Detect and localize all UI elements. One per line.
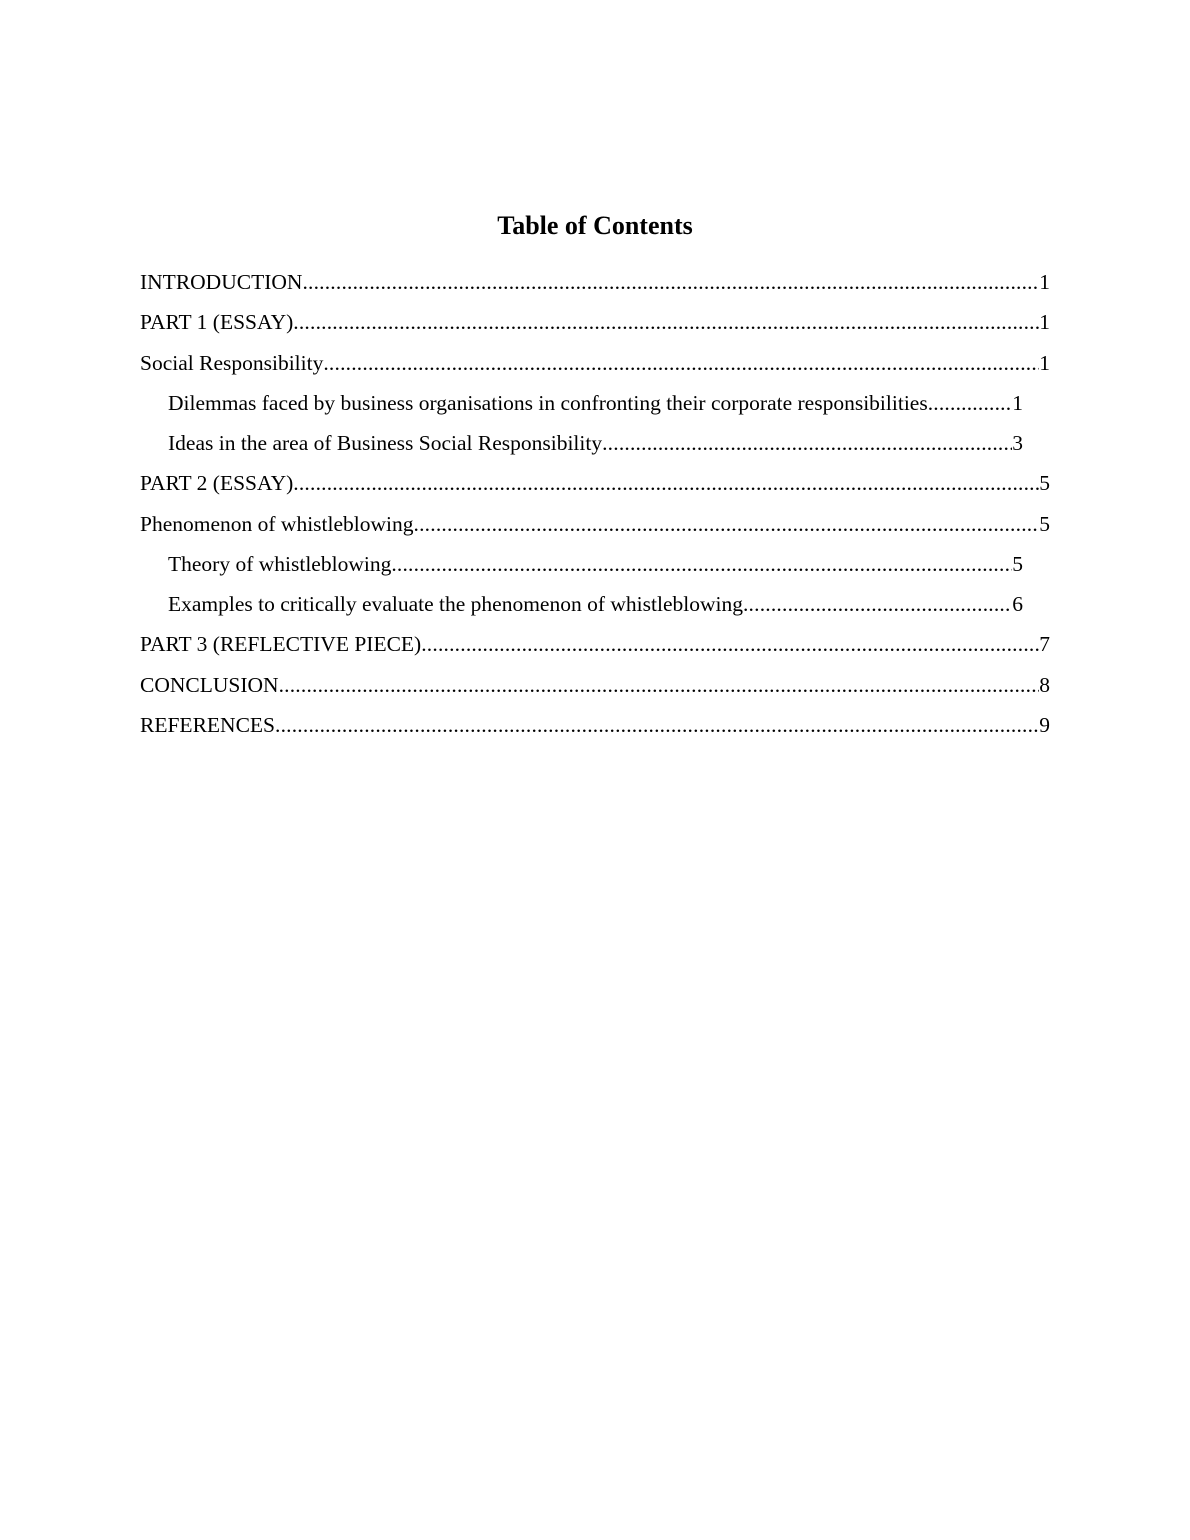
toc-leader-dots (279, 671, 1040, 699)
toc-entry-conclusion[interactable] (140, 671, 1050, 699)
toc-entry-references[interactable] (140, 711, 1050, 739)
toc-entry-introduction[interactable] (140, 268, 1050, 296)
toc-entry-ideas[interactable] (168, 429, 1023, 457)
toc-entry-label: INTRODUCTION (140, 270, 303, 294)
toc-entry-label: PART 1 (ESSAY) (140, 310, 294, 334)
toc-entry-label: Dilemmas faced by business organisations in confronting their corporate responsibilities (168, 391, 928, 415)
toc-page-number: 1 (1039, 270, 1050, 294)
toc-leader-dots (391, 550, 1012, 578)
toc-page-number: 5 (1012, 552, 1023, 576)
toc-entry-label: Theory of whistleblowing (168, 552, 392, 576)
toc-entry-social-responsibility[interactable] (140, 349, 1050, 377)
toc-entry-label: Phenomenon of whistleblowing (140, 512, 414, 536)
toc-entry-part-2[interactable] (140, 469, 1050, 497)
toc-page-number: 3 (1012, 431, 1023, 455)
toc-page-number: 1 (1039, 351, 1050, 375)
toc-page-number: 6 (1012, 592, 1023, 616)
toc-leader-dots (293, 308, 1039, 336)
toc-page-number: 9 (1039, 713, 1050, 737)
toc-leader-dots (302, 268, 1039, 296)
toc-leader-dots (743, 590, 1012, 618)
toc-leader-dots (293, 469, 1039, 497)
toc-entry-dilemmas[interactable] (168, 389, 1023, 417)
toc-entry-label: Ideas in the area of Business Social Responsibility (168, 431, 603, 455)
toc-entry-part-1[interactable] (140, 308, 1050, 336)
toc-page-number: 8 (1039, 673, 1050, 697)
toc-entry-examples[interactable] (168, 590, 1023, 618)
toc-entry-label: Examples to critically evaluate the phenomenon of whistleblowing (168, 592, 743, 616)
toc-page-number: 7 (1039, 632, 1050, 656)
toc-leader-dots (275, 711, 1039, 739)
toc-entry-label: PART 2 (ESSAY) (140, 471, 294, 495)
toc-entry-label: CONCLUSION (140, 673, 279, 697)
toc-entry-label: REFERENCES (140, 713, 275, 737)
toc-leader-dots (414, 510, 1040, 538)
toc-entry-theory[interactable] (168, 550, 1023, 578)
toc-leader-dots (928, 389, 1013, 417)
toc-entry-part-3[interactable] (140, 630, 1050, 658)
toc-leader-dots (323, 349, 1039, 377)
toc-leader-dots (421, 630, 1039, 658)
toc-page-number: 5 (1039, 471, 1050, 495)
toc-leader-dots (602, 429, 1012, 457)
toc-entry-label: Social Responsibility (140, 351, 324, 375)
toc-page-number: 1 (1012, 391, 1023, 415)
toc-entry-phenomenon[interactable] (140, 510, 1050, 538)
toc-page-number: 1 (1039, 310, 1050, 334)
toc-title: Table of Contents (497, 211, 693, 240)
toc-entry-label: PART 3 (REFLECTIVE PIECE) (140, 632, 422, 656)
toc-page-number: 5 (1039, 512, 1050, 536)
